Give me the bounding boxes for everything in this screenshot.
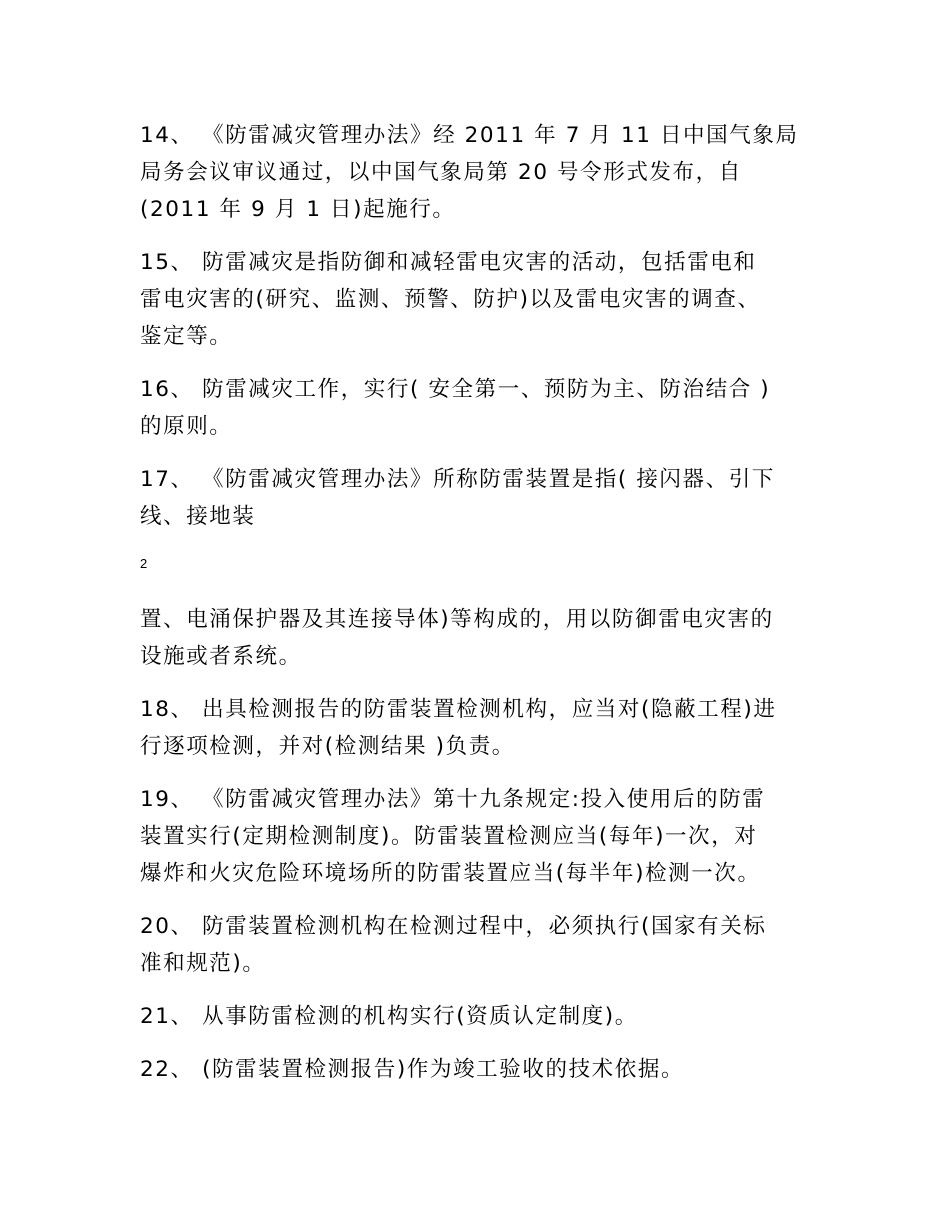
text-line: 21、 从事防雷检测的机构实行(资质认定制度)。 [140, 1004, 638, 1029]
question-item [140, 998, 812, 1035]
text-line: 准和规范)。 [140, 951, 266, 976]
question-item [140, 1051, 812, 1088]
text-line: 雷电灾害的(研究、监测、预警、防护)以及雷电灾害的调查、 [140, 287, 761, 312]
page-number: 2 [140, 556, 148, 571]
text-line: 18、 出具检测报告的防雷装置检测机构，应当对(隐蔽工程)进 [140, 697, 777, 722]
text-line: 局务会议审议通过，以中国气象局第 20 号令形式发布，自 [140, 160, 742, 185]
text-line: 装置实行(定期检测制度)。防雷装置检测应当(每年)一次，对 [140, 824, 758, 849]
question-item [140, 908, 812, 982]
text-line: 行逐项检测，并对(检测结果 )负责。 [140, 734, 515, 759]
text-line: (2011 年 9 月 1 日)起施行。 [140, 197, 456, 222]
text-line: 22、 (防雷装置检测报告)作为竣工验收的技术依据。 [140, 1057, 685, 1082]
question-item [140, 601, 812, 675]
text-line: 鉴定等。 [140, 324, 233, 349]
text-line: 16、 防雷减灾工作，实行( 安全第一、预防为主、防治结合 ) [140, 377, 771, 402]
text-line: 设施或者系统。 [140, 644, 302, 669]
text-line: 14、 《防雷减灾管理办法》经 2011 年 7 月 11 日中国气象局 [140, 123, 799, 148]
text-line: 的原则。 [140, 414, 233, 439]
text-line: 19、 《防雷减灾管理办法》第十九条规定:投入使用后的防雷 [140, 787, 766, 812]
question-item [140, 691, 812, 765]
text-line: 置、电涌保护器及其连接导体)等构成的，用以防御雷电灾害的 [140, 607, 774, 632]
items-before-page-break [140, 117, 812, 535]
items-after-page-break [140, 601, 812, 1088]
question-item [140, 117, 812, 228]
text-line: 20、 防雷装置检测机构在检测过程中，必须执行(国家有关标 [140, 914, 767, 939]
text-line: 15、 防雷减灾是指防御和减轻雷电灾害的活动，包括雷电和 [140, 250, 757, 275]
question-item [140, 244, 812, 355]
text-line: 线、接地装 [140, 504, 256, 529]
question-item [140, 781, 812, 892]
question-item [140, 461, 812, 535]
question-item [140, 371, 812, 445]
document-body [140, 117, 812, 1104]
text-line: 17、 《防雷减灾管理办法》所称防雷装置是指( 接闪器、引下 [140, 467, 775, 492]
text-line: 爆炸和火灾危险环境场所的防雷装置应当(每半年)检测一次。 [140, 861, 761, 886]
